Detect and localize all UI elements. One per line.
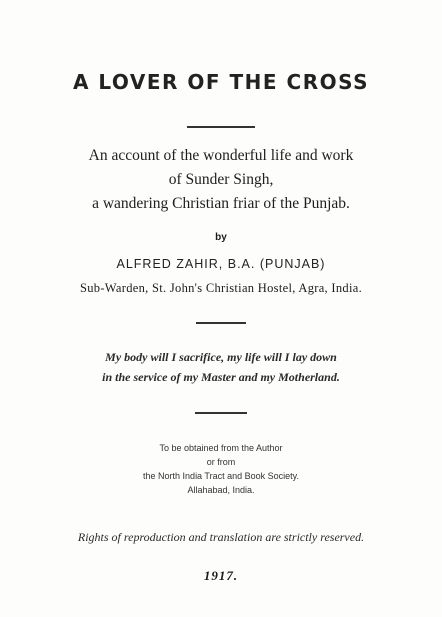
obtain-line: Allahabad, India. xyxy=(187,485,255,495)
ornamental-rule xyxy=(196,322,246,324)
ornamental-rule xyxy=(187,126,255,128)
epigraph-line: in the service of my Master and my Motherland. xyxy=(102,370,340,384)
publication-year: 1917. xyxy=(203,568,239,583)
obtain-line: To be obtained from the Author xyxy=(159,443,283,453)
book-title: A LOVER OF THE CROSS xyxy=(72,70,370,94)
by-label: by xyxy=(215,232,227,243)
description-line: of Sunder Singh, xyxy=(168,171,274,188)
author-name: ALFRED ZAHIR, B.A. (PUNJAB) xyxy=(116,257,326,271)
obtain-line: or from xyxy=(206,457,236,467)
description-line: a wandering Christian friar of the Punjab. xyxy=(92,195,350,212)
description-line: An account of the wonderful life and work xyxy=(88,147,354,164)
obtain-line: the North India Tract and Book Society. xyxy=(143,471,299,481)
author-affiliation: Sub-Warden, St. John's Christian Hostel, Agra, India. xyxy=(79,281,363,295)
ornamental-rule xyxy=(195,412,247,414)
epigraph-line: My body will I sacrifice, my life will I lay down xyxy=(105,350,337,364)
rights-notice: Rights of reproduction and translation are strictly reserved. xyxy=(77,530,365,544)
